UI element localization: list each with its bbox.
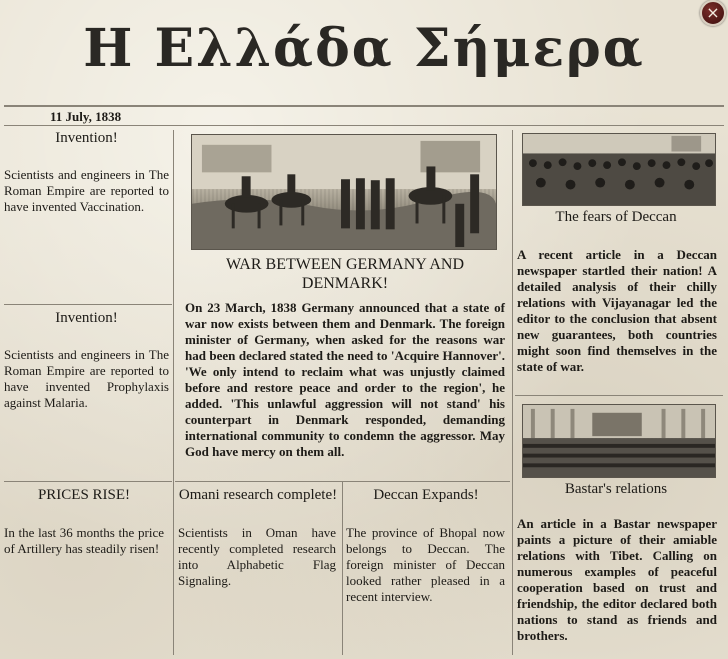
article-omani-research <box>176 487 340 589</box>
article-fears-of-deccan <box>515 209 717 375</box>
article-body: Scientists and engineers in The Roman Empire are reported to have invented Vaccination. <box>4 167 169 214</box>
masthead-rule-bottom <box>4 125 724 126</box>
close-button[interactable]: × <box>700 0 726 26</box>
article-prices-rise <box>4 487 164 557</box>
article-headline: Omani research complete! <box>178 487 338 503</box>
article-body: In the last 36 months the price of Artillery has steadily risen! <box>4 525 164 556</box>
column-divider-right <box>512 130 513 655</box>
article-body: On 23 March, 1838 Germany announced that a state of war now exists between them and Denmark. The foreign minister of Germany, when asked for the reasons war had been declared stated the need to 'Acquire Hannover'. 'We only intend to reclaim what was unjustly claimed before and restore peace and order to the region', he added. 'This unlawful aggression will not stand' his counterpart in Denmark responded, demanding international community to condemn the aggressor. May God have mercy on them all. <box>185 300 505 459</box>
article-headline: Invention! <box>55 310 118 326</box>
article-body: A recent article in a Deccan newspaper startled their nation! A detailed analysis of their chilly relations with Vijayanagar led the editor to the conclusion that absent new guarantees, both countries might soon find themselves in the state of war. <box>517 247 717 374</box>
article-headline: Deccan Expands! <box>373 487 479 503</box>
center-section-rule <box>175 481 510 482</box>
war-illustration-image <box>191 134 497 250</box>
article-headline: Invention! <box>55 130 118 146</box>
left-section-rule-1 <box>4 304 172 305</box>
article-body: The province of Bhopal now belongs to Deccan. The foreign minister of Deccan looked rather pleased in a recent interview. <box>346 525 505 604</box>
article-invention-vaccination <box>4 130 169 215</box>
article-body: Scientists and engineers in The Roman Empire are reported to have invented Prophylaxis against Malaria. <box>4 347 169 410</box>
article-bastar-relations <box>515 481 717 644</box>
article-body: Scientists in Oman have recently completed research into Alphabetic Flag Signaling. <box>178 525 336 588</box>
column-divider-center-bottom <box>342 482 343 655</box>
article-war-germany-denmark <box>185 255 505 460</box>
masthead-rule-top <box>4 105 724 107</box>
article-body: An article in a Bastar newspaper paints a picture of their amiable relations with Tibet. Calling on numerous examples of peaceful cooperation based on trust and friendship, the editor declared both nations to stand as friends and brothers. <box>517 516 717 643</box>
article-deccan-expands <box>345 487 507 605</box>
deccan-crowd-image <box>522 133 716 206</box>
bastar-parliament-image <box>522 404 716 478</box>
left-section-rule-2 <box>4 481 172 482</box>
issue-date: 11 July, 1838 <box>50 109 122 124</box>
article-headline: WAR BETWEEN GERMANY AND DENMARK! <box>225 256 465 292</box>
article-invention-malaria <box>4 310 169 411</box>
newspaper-masthead: Η Ελλάδα Σήμερα <box>83 18 645 79</box>
column-divider-left <box>173 130 174 655</box>
article-headline: The fears of Deccan <box>555 209 677 225</box>
article-headline: PRICES RISE! <box>37 487 131 503</box>
right-section-rule <box>515 395 723 396</box>
article-headline: Bastar's relations <box>564 481 668 497</box>
